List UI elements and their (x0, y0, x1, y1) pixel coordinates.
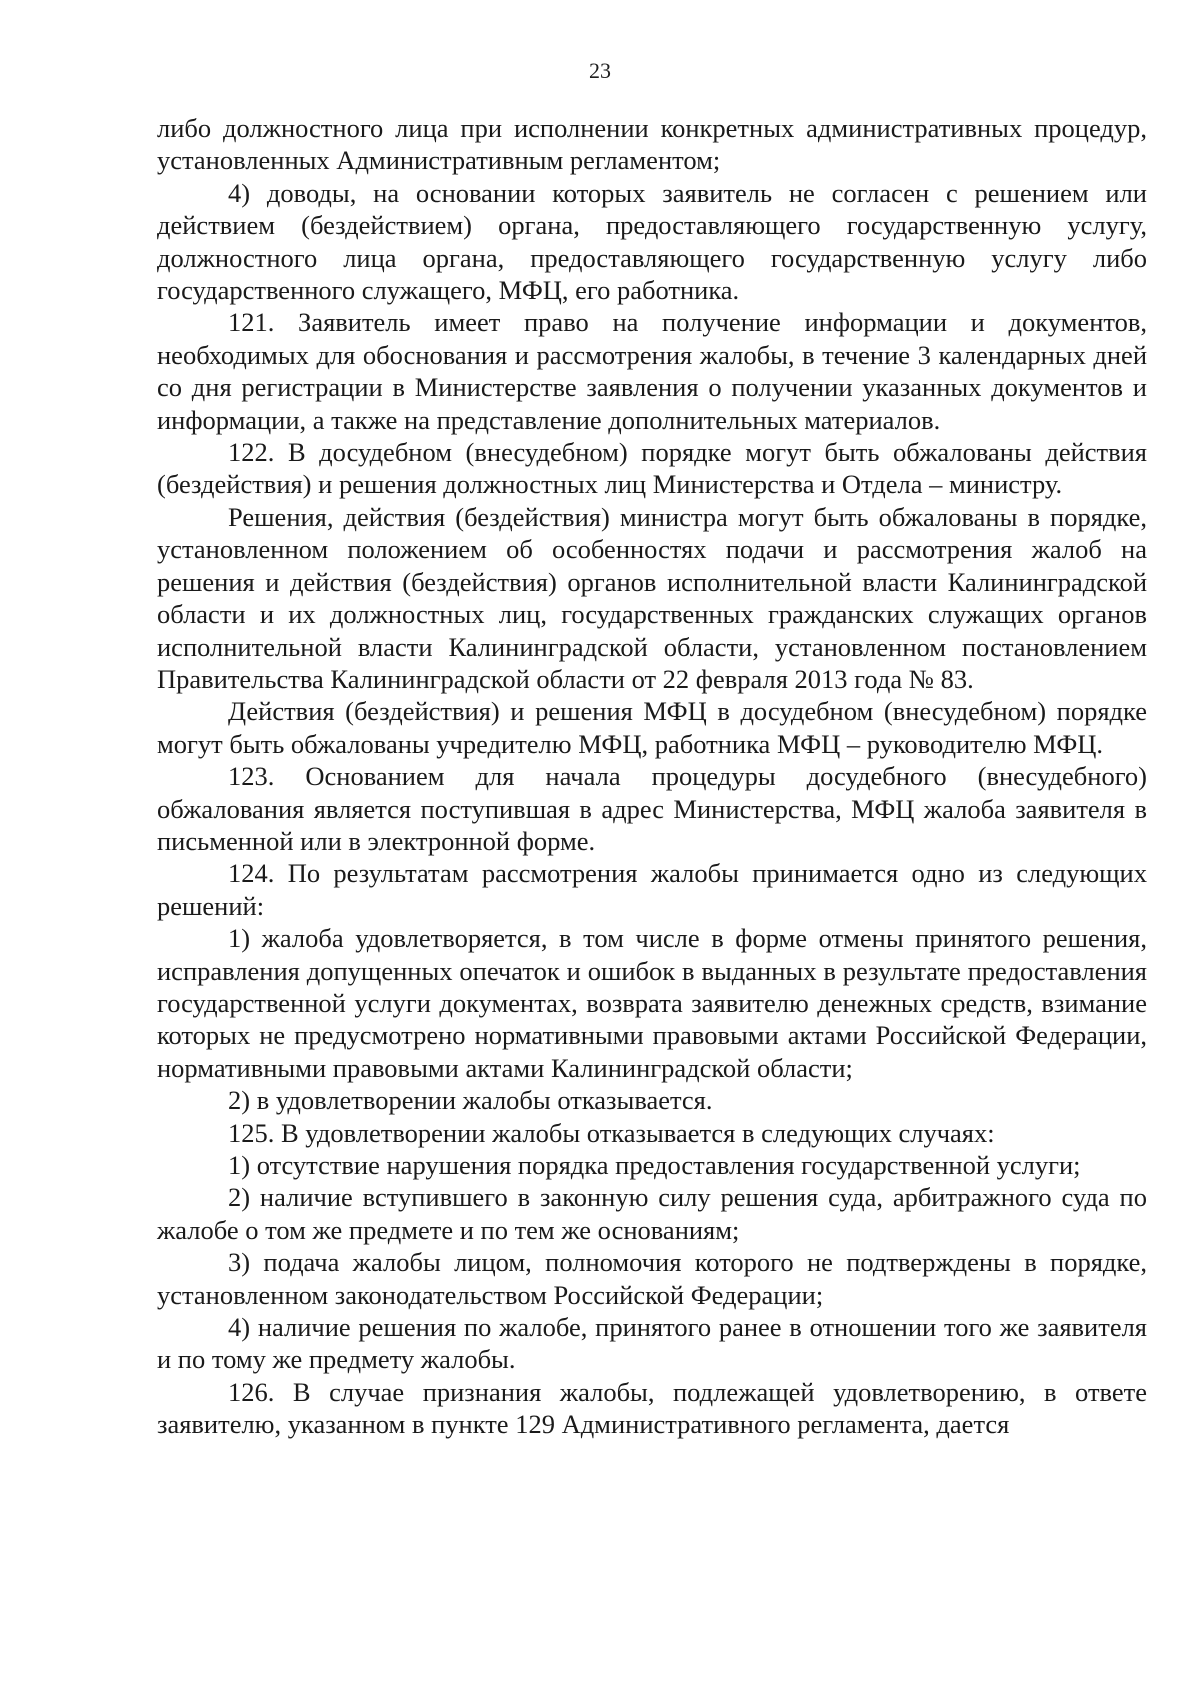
document-body (157, 112, 1147, 1441)
paragraph-125: 125. В удовлетворении жалобы отказывается в следующих случаях: (228, 1117, 995, 1148)
paragraph-125-item-4: 4) наличие решения по жалобе, принятого ранее в отношении того же заявителя и по тому же предмету жалобы. (157, 1312, 1147, 1375)
paragraph-122: 122. В досудебном (внесудебном) порядке могут быть обжалованы действия (бездействия) и решения должностных лиц Министерства и Отдела – министру. (157, 437, 1147, 500)
paragraph-continuation: либо должностного лица при исполнении конкретных административных процедур, установленных Административным регламентом; (157, 113, 1147, 176)
paragraph-126: 126. В случае признания жалобы, подлежащей удовлетворению, в ответе заявителю, указанном в пункте 129 Административного регламента, дается (157, 1376, 1147, 1440)
paragraph-124: 124. По результатам рассмотрения жалобы принимается одно из следующих решений: (157, 858, 1147, 921)
paragraph-123: 123. Основанием для начала процедуры досудебного (внесудебного) обжалования является поступившая в адрес Министерства, МФЦ жалоба заявителя в письменной или в электронной форме. (157, 761, 1147, 856)
paragraph-124-item-1: 1) жалоба удовлетворяется, в том числе в форме отмены принятого решения, исправления допущенных опечаток и ошибок в выданных в результате предоставления государственной услуги документах, возврата заявителю денежных средств, взимание которых не предусмотрено нормативными правовыми актами Российской Федерации, нормативными правовыми актами Калининградской области; (157, 923, 1147, 1083)
page-number: 23 (589, 58, 611, 83)
paragraph-item-4-arguments: 4) доводы, на основании которых заявитель не согласен с решением или действием (бездействием) органа, предоставляющего государственную услугу, должностного лица органа, предоставляющего государственную услугу либо государственного служащего, МФЦ, его работника. (157, 177, 1147, 306)
paragraph-124-item-2: 2) в удовлетворении жалобы отказывается. (228, 1085, 713, 1116)
paragraph-minister-decisions: Решения, действия (бездействия) министра могут быть обжалованы в порядке, установленном положением об особенностях подачи и рассмотрения жалоб на решения и действия (бездействия) органов исполнительной власти Калининградской области и их должностных лиц, государственных гражданских служащих органов исполнительной власти Калининградской области, установленном постановлением Правительства Калининградской области от 22 февраля 2013 года № 83. (157, 501, 1147, 694)
paragraph-125-item-3: 3) подача жалобы лицом, полномочия которого не подтверждены в порядке, установленном законодательством Российской Федерации; (157, 1247, 1147, 1310)
paragraph-125-item-2: 2) наличие вступившего в законную силу решения суда, арбитражного суда по жалобе о том же предмете и по тем же основаниям; (157, 1182, 1147, 1245)
paragraph-125-item-1: 1) отсутствие нарушения порядка предоставления государственной услуги; (228, 1150, 1081, 1180)
paragraph-mfc-actions: Действия (бездействия) и решения МФЦ в досудебном (внесудебном) порядке могут быть обжалованы учредителю МФЦ, работника МФЦ – руководителю МФЦ. (157, 696, 1147, 759)
paragraph-121: 121. Заявитель имеет право на получение информации и документов, необходимых для обоснования и рассмотрения жалобы, в течение 3 календарных дней со дня регистрации в Министерстве заявления о получении указанных документов и информации, а также на представление дополнительных материалов. (157, 307, 1147, 435)
